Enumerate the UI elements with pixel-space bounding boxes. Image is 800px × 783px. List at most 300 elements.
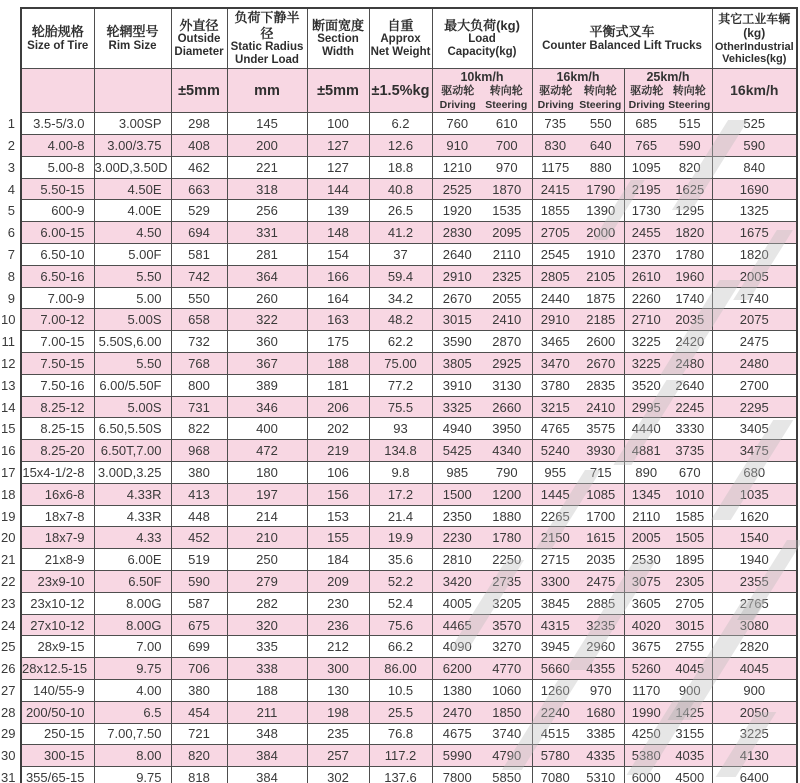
section-width-label-cn: 断面宽度 bbox=[311, 17, 364, 33]
cell-outside-diameter: 820 bbox=[171, 745, 227, 767]
col-header-net-weight bbox=[369, 8, 432, 68]
table-row bbox=[1, 156, 797, 178]
cell-section-width: 235 bbox=[307, 723, 369, 745]
cell-outside-diameter: 742 bbox=[171, 265, 227, 287]
cell-load-16kmh bbox=[532, 222, 624, 244]
cell-net-weight: 59.4 bbox=[369, 265, 432, 287]
driving-value: 1920 bbox=[442, 203, 472, 219]
row-number: 20 bbox=[1, 527, 21, 549]
cell-load-16kmh bbox=[532, 614, 624, 636]
row-number: 5 bbox=[1, 200, 21, 222]
cell-load-16kmh bbox=[532, 418, 624, 440]
driving-value: 1210 bbox=[442, 159, 472, 175]
cell-load-10kmh bbox=[432, 113, 532, 135]
cell-load-10kmh bbox=[432, 701, 532, 723]
driving-value: 890 bbox=[635, 464, 658, 480]
driving-value: 1990 bbox=[631, 704, 661, 720]
cell-load-16kmh-values bbox=[533, 312, 624, 327]
row-number: 9 bbox=[1, 287, 21, 309]
cell-load-10kmh-values bbox=[433, 247, 532, 262]
cell-tire-size: 7.00-15 bbox=[21, 331, 94, 353]
steering-cn: 转向轮 bbox=[672, 84, 706, 97]
cell-load-16kmh bbox=[532, 505, 624, 527]
cell-load-25kmh bbox=[624, 614, 712, 636]
cell-load-10kmh-values bbox=[433, 726, 532, 741]
cell-load-10kmh bbox=[432, 265, 532, 287]
cell-load-16kmh bbox=[532, 636, 624, 658]
steering-value: 2925 bbox=[492, 355, 522, 371]
driving-value: 3215 bbox=[540, 399, 570, 415]
steering-value: 2870 bbox=[492, 334, 522, 350]
cell-tire-size: 4.00-8 bbox=[21, 135, 94, 157]
table-row bbox=[1, 244, 797, 266]
cell-load-25kmh-values bbox=[625, 400, 712, 415]
cell-section-width: 153 bbox=[307, 505, 369, 527]
cell-load-16kmh-values bbox=[533, 225, 624, 240]
cell-other-industrial: 2700 bbox=[712, 374, 797, 396]
static-radius-label-cn: 负荷下静半径 bbox=[234, 10, 300, 41]
cell-section-width: 181 bbox=[307, 374, 369, 396]
driving-value: 2415 bbox=[540, 181, 570, 197]
driving-value: 2830 bbox=[442, 225, 472, 241]
steering-value: 2960 bbox=[586, 639, 616, 655]
outside-diameter-unit: ±5mm bbox=[178, 82, 220, 99]
cell-load-16kmh-values bbox=[533, 356, 624, 371]
cell-load-16kmh bbox=[532, 309, 624, 331]
cell-net-weight: 137.6 bbox=[369, 767, 432, 783]
steering-value: 550 bbox=[589, 116, 612, 132]
cell-other-industrial: 2765 bbox=[712, 592, 797, 614]
cell-load-25kmh bbox=[624, 592, 712, 614]
driving-value: 2265 bbox=[540, 508, 570, 524]
cell-load-16kmh-values bbox=[533, 400, 624, 415]
table-row bbox=[1, 135, 797, 157]
row-number: 13 bbox=[1, 374, 21, 396]
cell-net-weight: 26.5 bbox=[369, 200, 432, 222]
cell-load-16kmh-values bbox=[533, 487, 624, 502]
steering-en: Steering bbox=[579, 98, 622, 111]
outside-diameter-label-en: Outside Diameter bbox=[174, 33, 224, 59]
cell-section-width: 209 bbox=[307, 571, 369, 593]
driving-value: 2525 bbox=[442, 181, 472, 197]
driving-value: 2370 bbox=[631, 246, 661, 262]
cell-net-weight: 86.00 bbox=[369, 658, 432, 680]
cell-rim-size: 9.75 bbox=[94, 767, 171, 783]
cell-outside-diameter: 380 bbox=[171, 462, 227, 484]
cell-net-weight: 12.6 bbox=[369, 135, 432, 157]
cell-other-industrial: 3475 bbox=[712, 440, 797, 462]
cell-rim-size: 6.00/5.50F bbox=[94, 374, 171, 396]
cell-load-10kmh bbox=[432, 549, 532, 571]
driving-value: 2610 bbox=[631, 268, 661, 284]
cell-static-radius: 346 bbox=[227, 396, 307, 418]
cell-load-10kmh bbox=[432, 374, 532, 396]
steering-value: 1585 bbox=[675, 508, 705, 524]
steering-value: 2885 bbox=[586, 595, 616, 611]
cell-section-width: 188 bbox=[307, 353, 369, 375]
cell-net-weight: 19.9 bbox=[369, 527, 432, 549]
steering-value: 3235 bbox=[586, 617, 616, 633]
driving-value: 3675 bbox=[631, 639, 661, 655]
table-row bbox=[1, 745, 797, 767]
cell-load-10kmh-values bbox=[433, 138, 532, 153]
driving-value: 2710 bbox=[631, 312, 661, 328]
cell-tire-size: 27x10-12 bbox=[21, 614, 94, 636]
static-radius-label-en: Static Radius Under Load bbox=[230, 41, 304, 67]
cell-static-radius: 180 bbox=[227, 462, 307, 484]
cell-load-25kmh bbox=[624, 636, 712, 658]
cell-section-width: 163 bbox=[307, 309, 369, 331]
cell-load-10kmh bbox=[432, 353, 532, 375]
steering-value: 2325 bbox=[492, 268, 522, 284]
cell-load-16kmh bbox=[532, 549, 624, 571]
cell-load-16kmh-values bbox=[533, 465, 624, 480]
driving-value: 1500 bbox=[442, 486, 472, 502]
steering-value: 3330 bbox=[675, 421, 705, 437]
cell-static-radius: 348 bbox=[227, 723, 307, 745]
cell-section-width: 236 bbox=[307, 614, 369, 636]
cell-section-width: 154 bbox=[307, 244, 369, 266]
cell-tire-size: 7.50-15 bbox=[21, 353, 94, 375]
cell-section-width: 148 bbox=[307, 222, 369, 244]
steering-value: 700 bbox=[495, 137, 518, 153]
col-header-section-width bbox=[307, 8, 369, 68]
cell-load-10kmh-values bbox=[433, 203, 532, 218]
cell-static-radius: 384 bbox=[227, 745, 307, 767]
steering-value: 2735 bbox=[492, 573, 522, 589]
steering-value: 1875 bbox=[586, 290, 616, 306]
steering-value: 2185 bbox=[586, 312, 616, 328]
cell-load-10kmh-values bbox=[433, 639, 532, 654]
speed-group-10kmh bbox=[432, 68, 532, 112]
cell-load-25kmh bbox=[624, 745, 712, 767]
cell-net-weight: 52.4 bbox=[369, 592, 432, 614]
steering-value: 4035 bbox=[675, 748, 705, 764]
cell-outside-diameter: 731 bbox=[171, 396, 227, 418]
cell-net-weight: 17.2 bbox=[369, 483, 432, 505]
cell-static-radius: 389 bbox=[227, 374, 307, 396]
cell-load-25kmh-values bbox=[625, 726, 712, 741]
other-industrial-speed: 16km/h bbox=[730, 82, 779, 99]
row-number: 12 bbox=[1, 353, 21, 375]
driving-value: 2910 bbox=[540, 312, 570, 328]
cell-load-10kmh bbox=[432, 200, 532, 222]
cell-load-16kmh-values bbox=[533, 378, 624, 393]
cell-outside-diameter: 587 bbox=[171, 592, 227, 614]
cell-net-weight: 134.8 bbox=[369, 440, 432, 462]
driving-value: 985 bbox=[446, 464, 469, 480]
row-number: 18 bbox=[1, 483, 21, 505]
steering-value: 2055 bbox=[492, 290, 522, 306]
cell-load-25kmh bbox=[624, 222, 712, 244]
cell-load-16kmh-values bbox=[533, 530, 624, 545]
cell-other-industrial: 1690 bbox=[712, 178, 797, 200]
cell-load-25kmh-values bbox=[625, 269, 712, 284]
cell-rim-size: 4.50E bbox=[94, 178, 171, 200]
cell-load-16kmh-values bbox=[533, 726, 624, 741]
cell-load-25kmh-values bbox=[625, 552, 712, 567]
cell-rim-size: 3.00D,3.25 bbox=[94, 462, 171, 484]
driving-value: 3470 bbox=[540, 355, 570, 371]
table-row bbox=[1, 680, 797, 702]
cell-load-16kmh bbox=[532, 374, 624, 396]
driving-value: 5660 bbox=[540, 661, 570, 677]
cell-net-weight: 10.5 bbox=[369, 680, 432, 702]
cell-outside-diameter: 663 bbox=[171, 178, 227, 200]
cell-static-radius: 188 bbox=[227, 680, 307, 702]
header-row-titles bbox=[1, 8, 797, 68]
cell-outside-diameter: 590 bbox=[171, 571, 227, 593]
cell-tire-size: 15x4-1/2-8 bbox=[21, 462, 94, 484]
cell-load-16kmh bbox=[532, 440, 624, 462]
speed-16kmh-wheel-labels-en bbox=[534, 99, 623, 112]
row-number: 3 bbox=[1, 156, 21, 178]
tire-spec-table bbox=[1, 7, 798, 783]
cell-other-industrial: 4045 bbox=[712, 658, 797, 680]
steering-value: 1820 bbox=[675, 225, 705, 241]
cell-static-radius: 338 bbox=[227, 658, 307, 680]
driving-value: 2715 bbox=[540, 552, 570, 568]
cell-load-25kmh-values bbox=[625, 225, 712, 240]
cell-section-width: 219 bbox=[307, 440, 369, 462]
cell-net-weight: 25.5 bbox=[369, 701, 432, 723]
cell-rim-size: 5.50 bbox=[94, 353, 171, 375]
cell-rim-size: 5.50S,6.00 bbox=[94, 331, 171, 353]
cell-other-industrial: 2295 bbox=[712, 396, 797, 418]
cell-load-25kmh-values bbox=[625, 138, 712, 153]
cell-load-16kmh-values bbox=[533, 596, 624, 611]
steering-value: 1200 bbox=[492, 486, 522, 502]
cell-load-16kmh-values bbox=[533, 639, 624, 654]
cell-other-industrial: 1675 bbox=[712, 222, 797, 244]
cell-rim-size: 4.00 bbox=[94, 680, 171, 702]
driving-value: 2455 bbox=[631, 225, 661, 241]
cell-load-25kmh bbox=[624, 680, 712, 702]
cell-tire-size: 7.50-16 bbox=[21, 374, 94, 396]
driving-value: 4465 bbox=[442, 617, 472, 633]
cell-load-10kmh-values bbox=[433, 574, 532, 589]
cell-section-width: 300 bbox=[307, 658, 369, 680]
cell-load-16kmh bbox=[532, 135, 624, 157]
cell-load-25kmh-values bbox=[625, 116, 712, 131]
cell-load-16kmh bbox=[532, 571, 624, 593]
cell-load-25kmh-values bbox=[625, 203, 712, 218]
cell-load-25kmh-values bbox=[625, 683, 712, 698]
cell-load-16kmh-values bbox=[533, 618, 624, 633]
driving-value: 2440 bbox=[540, 290, 570, 306]
cell-load-10kmh-values bbox=[433, 400, 532, 415]
cell-outside-diameter: 529 bbox=[171, 200, 227, 222]
cell-load-10kmh bbox=[432, 287, 532, 309]
cell-load-16kmh bbox=[532, 200, 624, 222]
cell-load-16kmh bbox=[532, 723, 624, 745]
driving-value: 2470 bbox=[442, 704, 472, 720]
cell-net-weight: 40.8 bbox=[369, 178, 432, 200]
table-row bbox=[1, 353, 797, 375]
steering-value: 900 bbox=[678, 682, 701, 698]
steering-value: 1850 bbox=[492, 704, 522, 720]
cell-load-10kmh-values bbox=[433, 530, 532, 545]
cell-static-radius: 281 bbox=[227, 244, 307, 266]
driving-value: 3910 bbox=[442, 377, 472, 393]
cell-rim-size: 3.00SP bbox=[94, 113, 171, 135]
steering-value: 880 bbox=[589, 159, 612, 175]
steering-value: 1625 bbox=[675, 181, 705, 197]
cell-load-10kmh-values bbox=[433, 378, 532, 393]
steering-value: 1790 bbox=[586, 181, 616, 197]
table-row bbox=[1, 592, 797, 614]
cell-load-10kmh bbox=[432, 331, 532, 353]
row-number: 21 bbox=[1, 549, 21, 571]
speed-25kmh-wheel-labels-en bbox=[626, 99, 711, 112]
cell-net-weight: 75.6 bbox=[369, 614, 432, 636]
steering-en: Steering bbox=[485, 98, 528, 111]
driving-value: 4020 bbox=[631, 617, 661, 633]
cell-net-weight: 6.2 bbox=[369, 113, 432, 135]
steering-value: 3385 bbox=[586, 726, 616, 742]
driving-cn: 驱动轮 bbox=[539, 84, 573, 97]
driving-en: Driving bbox=[628, 98, 665, 111]
cell-other-industrial: 680 bbox=[712, 462, 797, 484]
cell-load-10kmh-values bbox=[433, 509, 532, 524]
cell-load-16kmh bbox=[532, 244, 624, 266]
row-number: 27 bbox=[1, 680, 21, 702]
steering-value: 3570 bbox=[492, 617, 522, 633]
table-row bbox=[1, 658, 797, 680]
cell-load-25kmh bbox=[624, 549, 712, 571]
cell-net-weight: 34.2 bbox=[369, 287, 432, 309]
cell-load-16kmh-values bbox=[533, 770, 624, 783]
cell-load-10kmh-values bbox=[433, 748, 532, 763]
cell-load-10kmh bbox=[432, 527, 532, 549]
table-row bbox=[1, 396, 797, 418]
cell-load-25kmh-values bbox=[625, 356, 712, 371]
cell-load-10kmh bbox=[432, 505, 532, 527]
steering-value: 3740 bbox=[492, 726, 522, 742]
cell-load-25kmh bbox=[624, 658, 712, 680]
cell-section-width: 166 bbox=[307, 265, 369, 287]
steering-value: 1880 bbox=[492, 508, 522, 524]
cell-static-radius: 322 bbox=[227, 309, 307, 331]
table-area bbox=[1, 7, 798, 783]
cell-load-25kmh-values bbox=[625, 596, 712, 611]
row-number: 16 bbox=[1, 440, 21, 462]
cell-tire-size: 250-15 bbox=[21, 723, 94, 745]
cell-load-25kmh bbox=[624, 178, 712, 200]
steering-value: 4790 bbox=[492, 748, 522, 764]
cell-rim-size: 5.00S bbox=[94, 396, 171, 418]
cell-load-10kmh bbox=[432, 483, 532, 505]
cell-load-10kmh bbox=[432, 178, 532, 200]
table-row bbox=[1, 374, 797, 396]
cell-rim-size: 4.00E bbox=[94, 200, 171, 222]
cell-load-25kmh bbox=[624, 200, 712, 222]
steering-value: 1615 bbox=[586, 530, 616, 546]
steering-value: 2480 bbox=[675, 355, 705, 371]
steering-value: 1680 bbox=[586, 704, 616, 720]
cell-load-10kmh-values bbox=[433, 552, 532, 567]
steering-value: 2410 bbox=[492, 312, 522, 328]
speed-group-16kmh bbox=[532, 68, 624, 112]
table-row bbox=[1, 767, 797, 783]
cell-tire-size: 8.25-15 bbox=[21, 418, 94, 440]
row-number-header bbox=[1, 8, 21, 68]
driving-value: 4765 bbox=[540, 421, 570, 437]
cell-other-industrial: 2005 bbox=[712, 265, 797, 287]
cell-rim-size: 4.50 bbox=[94, 222, 171, 244]
cell-load-25kmh-values bbox=[625, 443, 712, 458]
cell-rim-size: 4.33R bbox=[94, 483, 171, 505]
steering-value: 590 bbox=[678, 137, 701, 153]
cell-load-16kmh bbox=[532, 527, 624, 549]
cell-other-industrial: 4130 bbox=[712, 745, 797, 767]
table-row bbox=[1, 571, 797, 593]
cell-load-10kmh bbox=[432, 156, 532, 178]
driving-en: Driving bbox=[537, 98, 574, 111]
cell-load-16kmh-values bbox=[533, 509, 624, 524]
steering-cn: 转向轮 bbox=[489, 84, 523, 97]
steering-value: 820 bbox=[678, 159, 701, 175]
cell-other-industrial: 6400 bbox=[712, 767, 797, 783]
steering-value: 1390 bbox=[586, 203, 616, 219]
cell-load-10kmh-values bbox=[433, 160, 532, 175]
row-number: 2 bbox=[1, 135, 21, 157]
cell-load-25kmh-values bbox=[625, 334, 712, 349]
cell-load-10kmh bbox=[432, 418, 532, 440]
cell-load-25kmh-values bbox=[625, 618, 712, 633]
driving-value: 2230 bbox=[442, 530, 472, 546]
cell-outside-diameter: 413 bbox=[171, 483, 227, 505]
cell-static-radius: 221 bbox=[227, 156, 307, 178]
cell-net-weight: 77.2 bbox=[369, 374, 432, 396]
steering-value: 1780 bbox=[675, 246, 705, 262]
cell-tire-size: 600-9 bbox=[21, 200, 94, 222]
driving-value: 3075 bbox=[631, 573, 661, 589]
cell-other-industrial: 900 bbox=[712, 680, 797, 702]
steering-en: Steering bbox=[668, 98, 711, 111]
load-capacity-label-en: Load Capacity(kg) bbox=[447, 33, 517, 59]
outside-diameter-label-cn: 外直径 bbox=[179, 17, 219, 33]
driving-value: 685 bbox=[635, 116, 658, 132]
cell-rim-size: 3.00/3.75 bbox=[94, 135, 171, 157]
cell-tire-size: 6.50-16 bbox=[21, 265, 94, 287]
driving-value: 3325 bbox=[442, 399, 472, 415]
cell-load-10kmh bbox=[432, 135, 532, 157]
driving-value: 5990 bbox=[442, 748, 472, 764]
driving-value: 2005 bbox=[631, 530, 661, 546]
cell-load-16kmh bbox=[532, 178, 624, 200]
cell-rim-size: 6.50F bbox=[94, 571, 171, 593]
size-of-tire-unit-cell bbox=[21, 68, 94, 112]
driving-value: 4675 bbox=[442, 726, 472, 742]
steering-value: 3205 bbox=[492, 595, 522, 611]
steering-value: 2000 bbox=[586, 225, 616, 241]
cell-load-10kmh-values bbox=[433, 683, 532, 698]
row-number: 7 bbox=[1, 244, 21, 266]
steering-value: 1060 bbox=[492, 682, 522, 698]
table-row bbox=[1, 701, 797, 723]
cell-load-25kmh bbox=[624, 527, 712, 549]
steering-value: 5850 bbox=[492, 769, 522, 783]
speed-10kmh-wheel-labels-cn bbox=[434, 85, 531, 99]
cell-load-25kmh-values bbox=[625, 530, 712, 545]
table-row bbox=[1, 440, 797, 462]
cell-tire-size: 28x12.5-15 bbox=[21, 658, 94, 680]
cell-outside-diameter: 380 bbox=[171, 680, 227, 702]
rim-size-label-cn: 轮辋型号 bbox=[106, 24, 159, 40]
cell-other-industrial: 3080 bbox=[712, 614, 797, 636]
driving-cn: 驱动轮 bbox=[630, 84, 664, 97]
